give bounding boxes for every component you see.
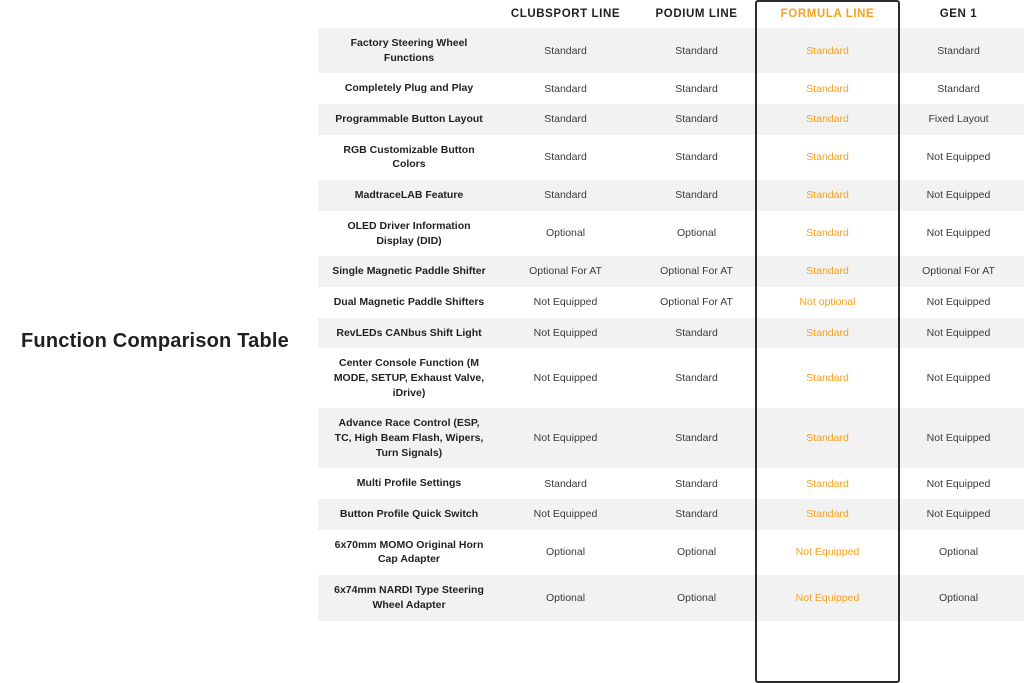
cell-podium: Standard [631,73,762,104]
cell-podium: Standard [631,135,762,180]
cell-gen1: Not Equipped [893,499,1024,530]
cell-clubsport: Optional [500,575,631,620]
table-row [318,408,1024,468]
feature-label: RevLEDs CANbus Shift Light [318,318,500,349]
cell-gen1: Fixed Layout [893,104,1024,135]
cell-podium: Optional [631,575,762,620]
cell-formula: Standard [762,211,893,256]
cell-podium: Standard [631,348,762,408]
cell-formula: Not optional [762,287,893,318]
feature-label: OLED Driver Information Display (DID) [318,211,500,256]
cell-formula: Not Equipped [762,575,893,620]
cell-gen1: Optional For AT [893,256,1024,287]
table-row [318,575,1024,620]
cell-podium: Optional For AT [631,256,762,287]
comparison-table-wrap [318,0,1024,683]
feature-label: 6x70mm MOMO Original Horn Cap Adapter [318,530,500,575]
cell-clubsport: Standard [500,135,631,180]
cell-clubsport: Standard [500,180,631,211]
feature-label: Programmable Button Layout [318,104,500,135]
table-row [318,28,1024,73]
feature-label: MadtraceLAB Feature [318,180,500,211]
cell-clubsport: Standard [500,104,631,135]
table-body [318,28,1024,621]
table-row [318,211,1024,256]
cell-clubsport: Standard [500,468,631,499]
page-title: Function Comparison Table [21,330,289,352]
column-header-podium: PODIUM LINE [631,0,762,28]
cell-podium: Optional [631,211,762,256]
column-header-formula: FORMULA LINE [762,0,893,28]
cell-podium: Standard [631,104,762,135]
cell-gen1: Not Equipped [893,180,1024,211]
cell-gen1: Standard [893,73,1024,104]
table-row [318,180,1024,211]
cell-clubsport: Not Equipped [500,499,631,530]
cell-formula: Standard [762,28,893,73]
cell-formula: Standard [762,73,893,104]
cell-formula: Not Equipped [762,530,893,575]
cell-formula: Standard [762,408,893,468]
header-row [318,0,1024,28]
cell-podium: Optional [631,530,762,575]
cell-formula: Standard [762,180,893,211]
cell-clubsport: Standard [500,73,631,104]
column-header-clubsport: CLUBSPORT LINE [500,0,631,28]
cell-formula: Standard [762,256,893,287]
cell-clubsport: Not Equipped [500,287,631,318]
cell-podium: Standard [631,499,762,530]
cell-gen1: Optional [893,575,1024,620]
cell-gen1: Optional [893,530,1024,575]
cell-formula: Standard [762,135,893,180]
cell-formula: Standard [762,468,893,499]
cell-formula: Standard [762,318,893,349]
table-row [318,348,1024,408]
column-header-feature [318,0,500,28]
feature-label: Single Magnetic Paddle Shifter [318,256,500,287]
cell-clubsport: Optional [500,530,631,575]
feature-label: Completely Plug and Play [318,73,500,104]
feature-label: Dual Magnetic Paddle Shifters [318,287,500,318]
feature-label: Factory Steering Wheel Functions [318,28,500,73]
comparison-table [318,0,1024,621]
cell-clubsport: Not Equipped [500,348,631,408]
cell-podium: Standard [631,468,762,499]
cell-podium: Standard [631,318,762,349]
feature-label: RGB Customizable Button Colors [318,135,500,180]
cell-podium: Optional For AT [631,287,762,318]
feature-label: Advance Race Control (ESP, TC, High Beam Flash, Wipers, Turn Signals) [318,408,500,468]
table-row [318,287,1024,318]
table-row [318,530,1024,575]
feature-label: Button Profile Quick Switch [318,499,500,530]
cell-gen1: Not Equipped [893,468,1024,499]
table-row [318,104,1024,135]
cell-formula: Standard [762,499,893,530]
cell-podium: Standard [631,180,762,211]
feature-label: 6x74mm NARDI Type Steering Wheel Adapter [318,575,500,620]
feature-label: Multi Profile Settings [318,468,500,499]
cell-clubsport: Optional For AT [500,256,631,287]
cell-gen1: Not Equipped [893,287,1024,318]
cell-gen1: Not Equipped [893,135,1024,180]
table-row [318,135,1024,180]
cell-gen1: Standard [893,28,1024,73]
cell-gen1: Not Equipped [893,408,1024,468]
table-row [318,256,1024,287]
table-row [318,468,1024,499]
title-block [0,0,318,683]
column-header-gen1: GEN 1 [893,0,1024,28]
cell-podium: Standard [631,28,762,73]
table-head [318,0,1024,28]
cell-gen1: Not Equipped [893,211,1024,256]
cell-formula: Standard [762,104,893,135]
table-row [318,499,1024,530]
cell-formula: Standard [762,348,893,408]
cell-clubsport: Not Equipped [500,408,631,468]
feature-label: Center Console Function (M MODE, SETUP, Exhaust Valve, iDrive) [318,348,500,408]
cell-clubsport: Standard [500,28,631,73]
cell-clubsport: Optional [500,211,631,256]
cell-gen1: Not Equipped [893,348,1024,408]
table-row [318,73,1024,104]
cell-gen1: Not Equipped [893,318,1024,349]
table-row [318,318,1024,349]
cell-podium: Standard [631,408,762,468]
cell-clubsport: Not Equipped [500,318,631,349]
